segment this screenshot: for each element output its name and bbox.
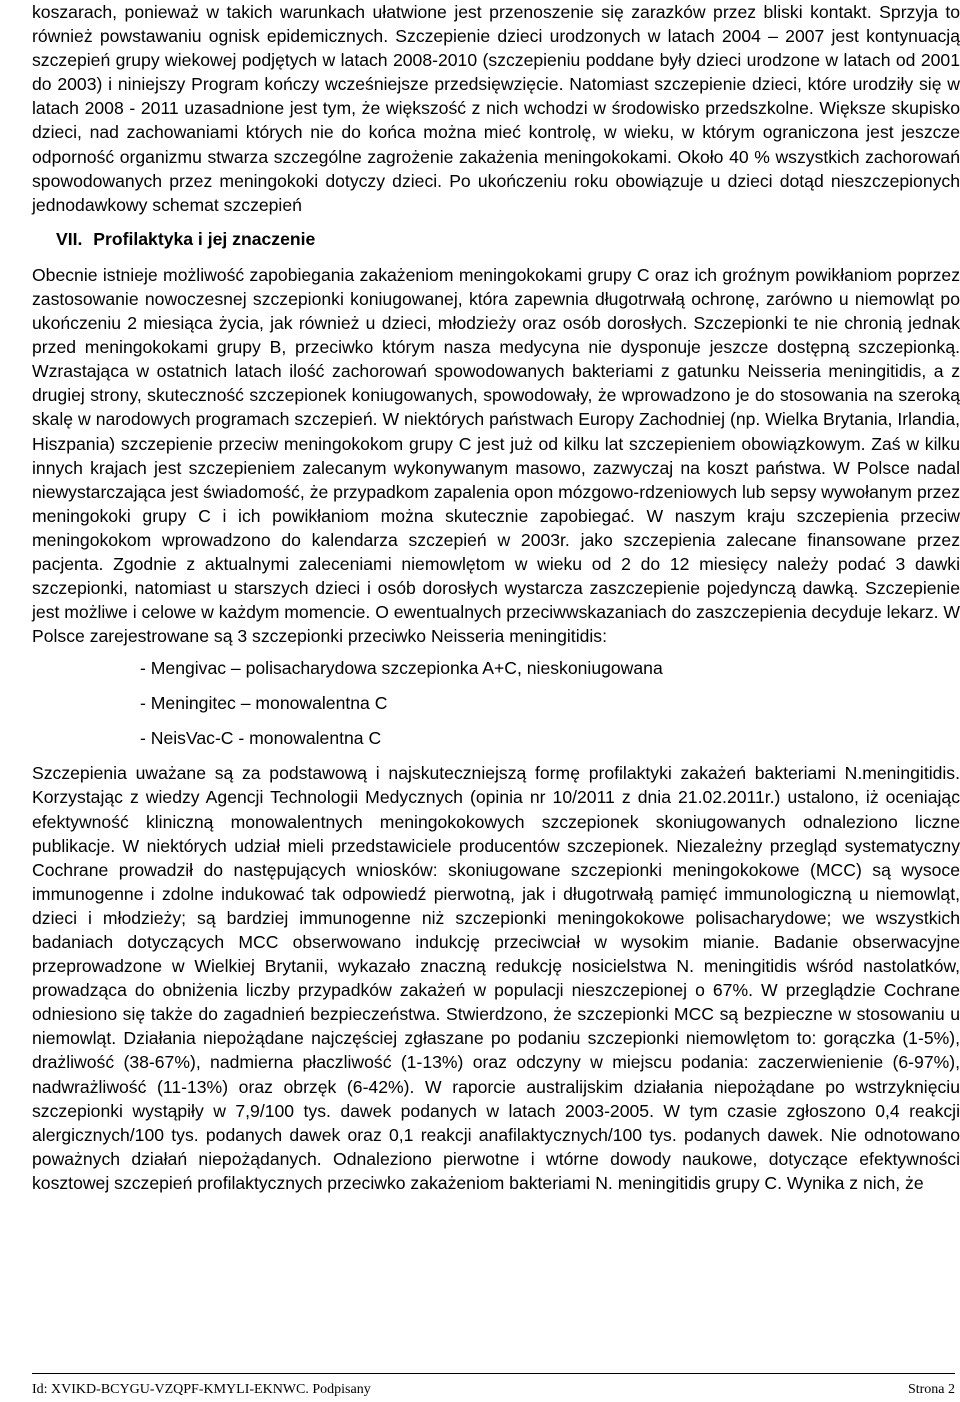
page-footer bbox=[32, 1381, 955, 1399]
list-item: - Meningitec – monowalentna C bbox=[140, 693, 388, 714]
vaccine-list bbox=[140, 656, 960, 750]
list-item: - NeisVac-C - monowalentna C bbox=[140, 728, 382, 749]
section-number: VII. bbox=[56, 228, 83, 249]
list-item: - Mengivac – polisacharydowa szczepionka A+C, nieskoniugowana bbox=[140, 658, 663, 679]
page-number: Strona 2 bbox=[907, 1382, 955, 1397]
paragraph-intro: koszarach, ponieważ w takich warunkach ułatwione jest przenoszenie się zarazków przez bliski kontakt. Sprzyja to również powstawaniu ognisk epidemicznych. Szczepienie dzieci urodzonych w latach 2004 – 2007 jest kontynuacją szczepień grupy wiekowej podjętych w latach 2008-2010 (szczepieniu poddane były dzieci urodzone w latach od 2001 do 2003) i niniejszy Program kończy wcześniejsze przedsięwzięcie. Natomiast szczepienie dzieci, które urodziły się w latach 2008 - 2011 uzasadnione jest tym, że większość z nich wchodzi w środowisko przedszkolne. Większe skupisko dzieci, nad zachowaniami których nie do końca można mieć kontrolę, w wieku, w którym ograniczona jest jeszcze odporność organizmu stwarza szczególne zagrożenie zakażenia meningokokami. Około 40 % wszystkich zachorowań spowodowanych przez meningokoki dotyczy dzieci. Po ukończeniu roku obowiązuje u dzieci dotąd nieszczepionych jednodawkowy schemat szczepień bbox=[32, 2, 960, 215]
footer-divider bbox=[32, 1373, 955, 1374]
document-page bbox=[32, 0, 960, 1195]
section-heading bbox=[56, 227, 960, 251]
section-title: Profilaktyka i jej znaczenie bbox=[93, 228, 316, 249]
paragraph-evidence: Szczepienia uważane są za podstawową i najskuteczniejszą formę profilaktyki zakażeń bakteriami N.meningitidis. Korzystając z wiedzy Agencji Technologii Medycznych (opinia nr 10/2011 z dnia 21.02.2011r.) ustalono, iż oceniając efektywność kliniczną monowalentnych meningokokowych szczepionek skoniugowanych odnaleziono liczne publikacje. W niektórych udział mieli przedstawiciele producentów szczepionek. Niezależny przegląd systematyczny Cochrane prowadził do następujących wniosków: skoniugowane szczepionki meningokokowe (MCC) są wysoce immunogenne i zdolne indukować tak odpowiedź pierwotną, jak i długotrwałą pamięć immunologiczną u niemowląt, dzieci i młodzieży; są bardziej immunogenne niż szczepionki meningokokowe polisacharydowe; we wszystkich badaniach dotyczących MCC obserwowano indukcję przeciwciał w wysokim mianie. Badanie obserwacyjne przeprowadzone w Wielkiej Brytanii, wykazało znaczną redukcję nosicielstwa N. meningitidis wśród nastolatków, prowadząca do obniżenia liczby przypadków zakażeń w populacji nieszczepionej o 67%. W przeglądzie Cochrane odniesiono się także do zagadnień bezpieczeństwa. Stwierdzono, że szczepionki MCC są bezpieczne w stosowaniu u niemowląt. Działania niepożądane najczęściej zgłaszane po podaniu szczepionki niemowlętom to: gorączka (1-5%), drażliwość (38-67%), nadmierna płaczliwość (1-13%) oraz odczyny w miejscu podania: zaczerwienienie (6-97%), nadwrażliwość (11-13%) oraz obrzęk (6-42%). W raporcie australijskim działania niepożądane po wstrzyknięciu szczepionki wystąpiły w 7,9/100 tys. dawek podanych w latach 2003-2005. W tym czasie zgłoszono 0,4 reakcji alergicznych/100 tys. podanych dawek oraz 0,1 reakcji anafilaktycznych/100 tys. podanych dawek. Nie odnotowano poważnych działań niepożądanych. Odnaleziono pierwotne i wtórne dowody naukowe, dotyczące efektywności kosztowej szczepień profilaktycznych przeciwko zakażeniom bakteriami N. meningitidis grupy C. Wynika z nich, że bbox=[32, 763, 960, 1193]
document-id: Id: XVIKD-BCYGU-VZQPF-KMYLI-EKNWC. Podpisany bbox=[32, 1382, 371, 1397]
paragraph-prophylaxis: Obecnie istnieje możliwość zapobiegania zakażeniom meningokokami grupy C oraz ich groźnym powikłaniom poprzez zastosowanie nowoczesnej szczepionki koniugowanej, która zapewnia długotrwałą ochronę, zarówno u niemowląt po ukończeniu 2 miesiąca życia, jak również u dzieci, młodzieży oraz osób dorosłych. Szczepionki te nie chronią jednak przed meningokokami grupy B, przeciwko którym nasza medycyna nie dysponuje jeszcze dostępną szczepionką. Wzrastająca w ostatnich latach ilość zachorowań spowodowanych bakteriami z gatunku Neisseria meningitidis, a z drugiej strony, skuteczność szczepionek koniugowanych, spowodowały, że wprowadzono je do stosowania na szeroką skalę w narodowych programach szczepień. W niektórych państwach Europy Zachodniej (np. Wielka Brytania, Irlandia, Hiszpania) szczepienie przeciw meningokokom grupy C jest już od kilku lat szczepieniem obowiązkowym. Zaś w kilku innych krajach jest szczepieniem zalecanym wykonywanym masowo, zazwyczaj na koszt państwa. W Polsce nadal niewystarczająca jest świadomość, że przypadkom zapalenia opon mózgowo-rdzeniowych lub sepsy wywołanym przez meningokoki grupy C i ich powikłaniom można skutecznie zapobiegać. W naszym kraju szczepienia przeciw meningokokom wprowadzono do kalendarza szczepień w 2003r. jako szczepienia zalecane finansowane przez pacjenta. Zgodnie z aktualnymi zaleceniami niemowlętom w wieku od 2 do 12 miesięcy należy podać 3 dawki szczepionki, natomiast u starszych dzieci i osób dorosłych wystarcza zaszczepienie pojedynczą dawką. Szczepienie jest możliwe i celowe w każdym momencie. O ewentualnych przeciwwskazaniach do zaszczepienia decyduje lekarz. W Polsce zarejestrowane są 3 szczepionki przeciwko Neisseria meningitidis: bbox=[32, 264, 960, 647]
